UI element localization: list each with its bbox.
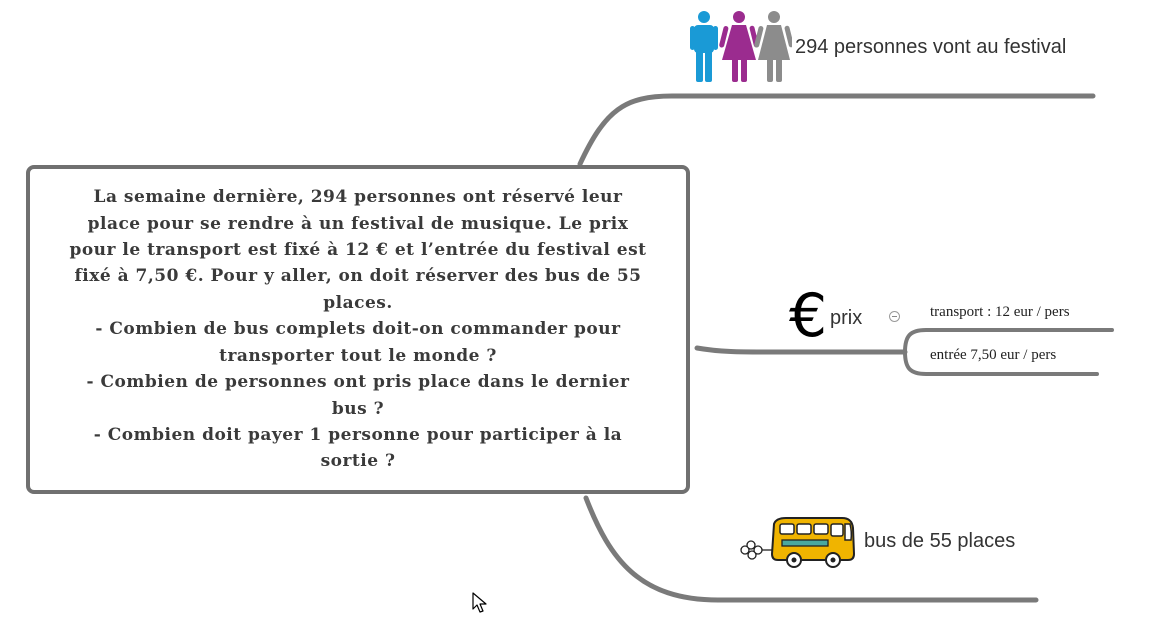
collapse-toggle[interactable] (889, 311, 900, 322)
central-topic-text (53, 184, 663, 474)
central-topic-line: transporter tout le monde ? (219, 345, 497, 366)
people-icon (688, 10, 792, 84)
central-topic-line: bus ? (331, 398, 385, 419)
central-topic-line: La semaine dernière, 294 personnes ont réservé leur (93, 187, 623, 208)
central-topic-line: fixé à 7,50 €. Pour y aller, on doit réserver des bus de 55 (74, 266, 642, 287)
branch-label-bus[interactable]: bus de 55 places (864, 530, 1016, 552)
euro-icon: € (789, 281, 828, 351)
branch-label-people[interactable]: 294 personnes vont au festival (795, 36, 1067, 58)
central-topic-line: places. (323, 292, 393, 313)
subtopic-transport[interactable]: transport : 12 eur / pers (930, 304, 1070, 320)
subtopic-entree[interactable]: entrée 7,50 eur / pers (930, 347, 1057, 363)
mouse-cursor-icon (472, 592, 488, 614)
central-topic-line: - Combien de bus complets doit-on commander pour (95, 319, 621, 340)
connector-people (580, 96, 1093, 164)
bus-icon (738, 514, 858, 572)
central-topic-line: pour le transport est fixé à 12 € et l’entrée du festival est (69, 240, 647, 261)
central-topic-line: place pour se rendre à un festival de musique. Le prix (87, 213, 629, 234)
central-topic[interactable] (26, 165, 690, 494)
branch-label-price[interactable]: prix (830, 307, 863, 329)
central-topic-line: sortie ? (320, 451, 396, 472)
central-topic-line: - Combien doit payer 1 personne pour participer à la (93, 424, 623, 445)
central-topic-line: - Combien de personnes ont pris place dans le dernier (86, 372, 630, 393)
